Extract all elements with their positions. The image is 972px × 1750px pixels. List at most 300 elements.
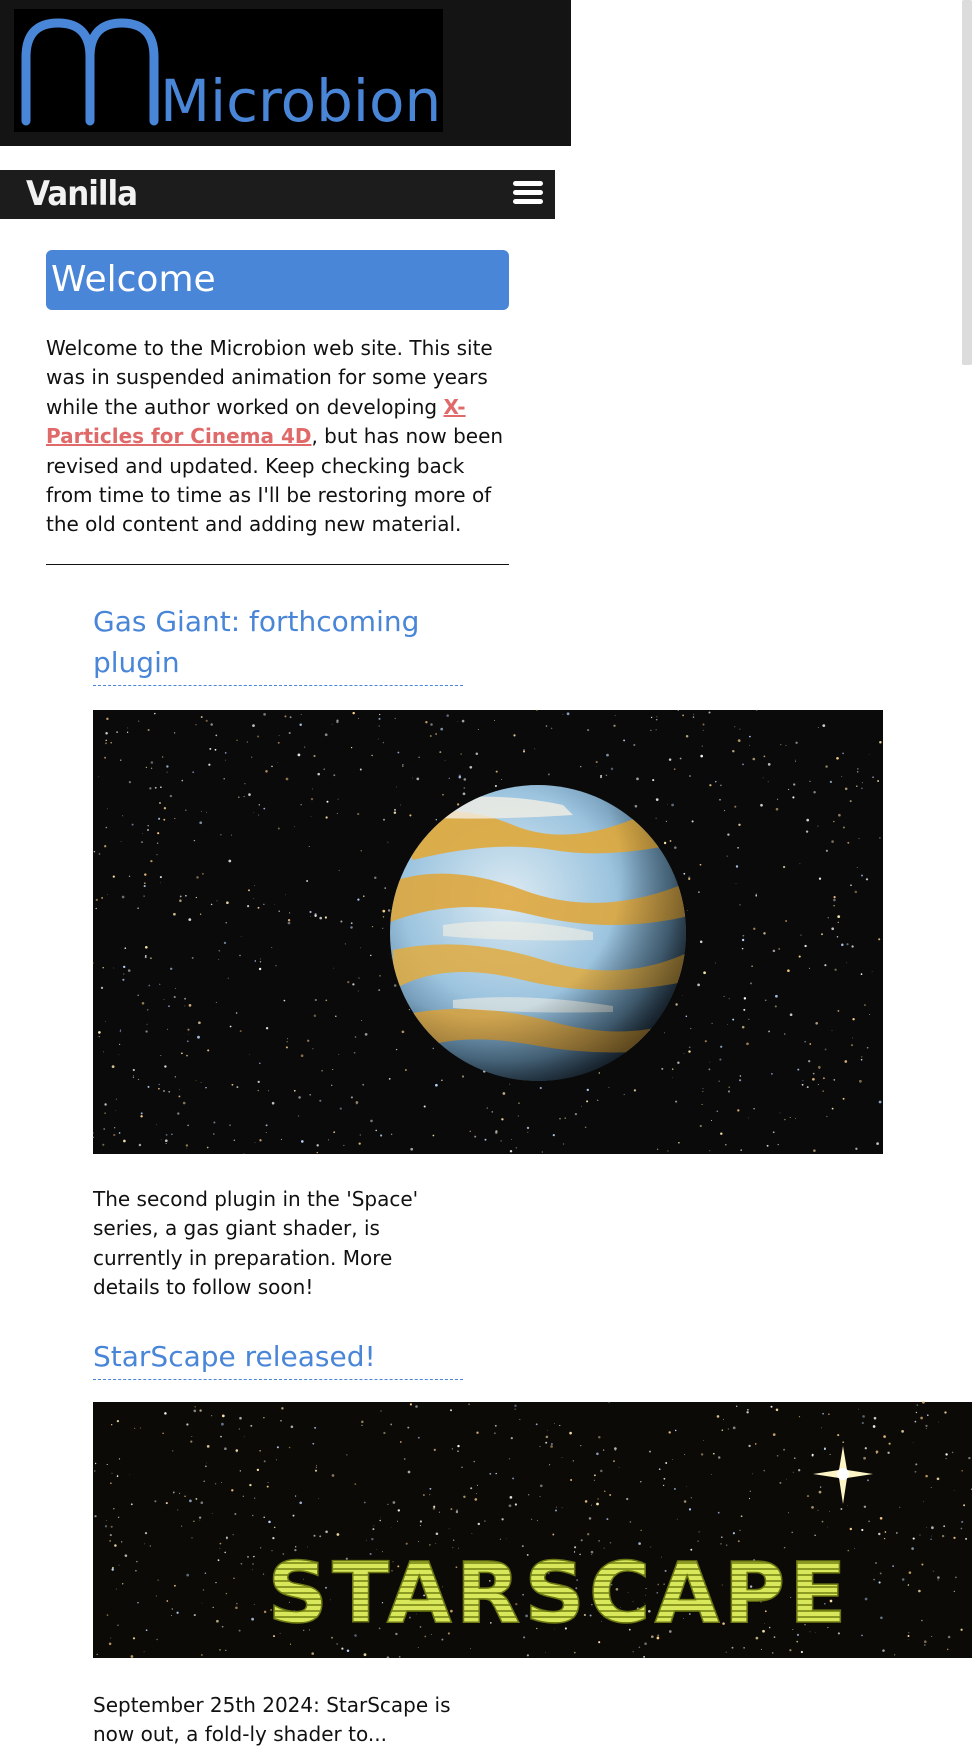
star xyxy=(809,1043,811,1045)
post-title-starscape[interactable]: StarScape released! xyxy=(93,1336,463,1380)
star xyxy=(240,1030,242,1032)
star xyxy=(213,1122,215,1124)
star xyxy=(924,1644,925,1645)
star xyxy=(383,742,384,743)
star xyxy=(258,1090,259,1091)
star xyxy=(739,1079,741,1081)
star xyxy=(186,1148,187,1149)
star xyxy=(167,1029,168,1030)
star xyxy=(737,847,739,849)
star xyxy=(184,1005,185,1006)
star xyxy=(252,724,255,727)
star xyxy=(896,1532,897,1533)
star xyxy=(371,755,372,756)
star xyxy=(633,1651,634,1652)
star xyxy=(825,1048,827,1050)
star xyxy=(225,752,227,754)
star xyxy=(708,711,710,713)
star xyxy=(915,1463,917,1465)
x-particles-link[interactable]: X-Particles for Cinema 4D xyxy=(46,394,466,449)
star xyxy=(105,1021,106,1022)
star xyxy=(314,913,316,915)
star xyxy=(711,1474,712,1475)
star xyxy=(713,1453,715,1455)
star xyxy=(92,1137,93,1138)
star xyxy=(418,1437,420,1439)
star xyxy=(125,947,127,949)
star xyxy=(187,1029,189,1031)
star xyxy=(184,1495,186,1497)
star xyxy=(738,739,741,742)
star xyxy=(338,1054,339,1055)
star xyxy=(512,1477,514,1479)
star xyxy=(689,1046,691,1048)
star xyxy=(111,1473,112,1474)
star xyxy=(476,1432,478,1434)
star xyxy=(131,1503,133,1505)
star xyxy=(636,778,639,781)
star xyxy=(613,1460,615,1462)
star xyxy=(379,975,381,977)
star xyxy=(609,1494,611,1496)
star xyxy=(174,1585,176,1587)
star xyxy=(686,735,689,738)
star xyxy=(675,1430,677,1432)
star xyxy=(837,1434,839,1436)
star xyxy=(289,732,291,734)
star xyxy=(103,967,104,968)
star xyxy=(225,922,226,923)
star xyxy=(830,1454,831,1455)
star xyxy=(496,771,498,773)
star xyxy=(189,1500,192,1503)
star xyxy=(218,959,219,960)
star xyxy=(402,1030,405,1033)
star xyxy=(938,1422,939,1423)
star xyxy=(495,1130,497,1132)
star xyxy=(192,771,194,773)
star xyxy=(719,799,721,801)
star xyxy=(223,778,224,779)
star xyxy=(133,1069,135,1071)
star xyxy=(838,922,840,924)
star xyxy=(397,1521,398,1522)
star xyxy=(364,1502,366,1504)
star xyxy=(127,732,128,733)
star xyxy=(102,1144,104,1146)
star xyxy=(388,842,389,843)
star xyxy=(570,1479,572,1481)
star xyxy=(911,1547,914,1550)
star xyxy=(720,1132,722,1134)
star xyxy=(301,714,302,715)
star xyxy=(101,987,103,989)
star xyxy=(705,1040,707,1042)
star xyxy=(284,1000,286,1002)
scrollbar-thumb[interactable] xyxy=(962,0,972,365)
star xyxy=(278,828,280,830)
star xyxy=(354,1052,356,1054)
star xyxy=(672,1077,673,1078)
site-logo[interactable] xyxy=(14,9,443,135)
star xyxy=(585,1500,588,1503)
star xyxy=(159,802,161,804)
star xyxy=(925,1425,927,1427)
star xyxy=(142,1002,145,1005)
star xyxy=(418,757,420,759)
star xyxy=(833,821,835,823)
star xyxy=(226,1537,228,1539)
star xyxy=(389,1078,391,1080)
star xyxy=(145,1030,147,1032)
star xyxy=(738,1540,740,1542)
star xyxy=(697,1540,699,1542)
star xyxy=(306,880,308,882)
star xyxy=(527,1654,529,1656)
navbar xyxy=(0,170,555,219)
star xyxy=(922,1401,925,1404)
star xyxy=(690,1028,691,1029)
star xyxy=(806,830,808,832)
star xyxy=(549,1464,550,1465)
star xyxy=(119,1565,120,1566)
star xyxy=(224,1552,226,1554)
star xyxy=(527,1132,528,1133)
star xyxy=(145,955,147,957)
star xyxy=(105,827,107,829)
star xyxy=(333,1131,335,1133)
star xyxy=(221,1482,222,1483)
star xyxy=(277,763,278,764)
star xyxy=(370,955,371,956)
star xyxy=(955,1577,957,1579)
star xyxy=(831,840,834,843)
star xyxy=(709,784,711,786)
star xyxy=(271,766,273,768)
star xyxy=(396,1049,397,1050)
star xyxy=(585,1126,587,1128)
star xyxy=(314,1427,316,1429)
star xyxy=(494,1432,496,1434)
star xyxy=(172,1608,173,1609)
star xyxy=(325,999,327,1001)
star xyxy=(551,1443,553,1445)
star xyxy=(553,1134,555,1136)
divider xyxy=(46,564,509,565)
nav-title[interactable]: Vanilla xyxy=(26,174,138,214)
star xyxy=(606,1518,608,1520)
star xyxy=(880,1517,883,1520)
star xyxy=(844,1060,847,1063)
star xyxy=(850,884,852,886)
star xyxy=(780,1113,781,1114)
star xyxy=(325,1531,328,1534)
star xyxy=(795,761,796,762)
star xyxy=(307,1040,309,1042)
star xyxy=(318,1498,319,1499)
star xyxy=(378,718,380,720)
star xyxy=(462,720,465,723)
star xyxy=(144,1544,145,1545)
star xyxy=(314,1535,316,1537)
star xyxy=(580,1445,581,1446)
star xyxy=(473,1461,474,1462)
star xyxy=(552,1534,554,1536)
star xyxy=(737,1109,739,1111)
star xyxy=(818,1066,821,1069)
star xyxy=(501,1118,503,1120)
star xyxy=(474,1136,476,1138)
star xyxy=(226,901,229,904)
star xyxy=(680,758,682,760)
star xyxy=(833,905,834,906)
star xyxy=(773,1433,776,1436)
star xyxy=(944,1411,946,1413)
star xyxy=(547,1430,548,1431)
star xyxy=(548,773,550,775)
star xyxy=(755,895,757,897)
star xyxy=(162,1433,163,1434)
post-title-gas-giant[interactable]: Gas Giant: forthcoming plugin xyxy=(93,601,463,686)
star xyxy=(140,1115,142,1117)
star xyxy=(155,787,157,789)
star xyxy=(225,1650,226,1651)
star xyxy=(457,721,458,722)
star xyxy=(149,787,151,789)
star xyxy=(336,720,338,722)
star xyxy=(923,1501,924,1502)
star xyxy=(861,1056,862,1057)
star xyxy=(830,781,832,783)
star xyxy=(371,1538,373,1540)
star xyxy=(534,748,535,749)
star xyxy=(193,1521,194,1522)
star xyxy=(314,1015,316,1017)
star xyxy=(744,997,746,999)
star xyxy=(374,877,376,879)
star xyxy=(768,1030,770,1032)
star xyxy=(239,1428,240,1429)
post-text-starscape: September 25th 2024: StarScape is now out, a fold-ly shader to... xyxy=(93,1693,451,1747)
star xyxy=(596,761,598,763)
star xyxy=(378,739,379,740)
star xyxy=(151,768,152,769)
star xyxy=(463,792,466,795)
star xyxy=(656,798,659,801)
star xyxy=(98,1031,101,1034)
star xyxy=(433,1506,435,1508)
star xyxy=(298,1116,299,1117)
star xyxy=(960,1629,962,1631)
star xyxy=(798,1469,800,1471)
star xyxy=(263,713,266,716)
star xyxy=(211,1415,212,1416)
star xyxy=(841,776,842,777)
star xyxy=(555,1510,557,1512)
star xyxy=(931,1536,932,1537)
site-header xyxy=(0,0,571,146)
star xyxy=(160,1055,161,1056)
star xyxy=(801,935,802,936)
star xyxy=(832,1108,834,1110)
star xyxy=(540,1484,543,1487)
star xyxy=(113,968,114,969)
star xyxy=(802,1080,803,1081)
star xyxy=(491,1111,493,1113)
star xyxy=(139,1144,142,1147)
star xyxy=(953,1537,955,1539)
star xyxy=(626,1498,628,1500)
star xyxy=(251,1618,254,1621)
star xyxy=(141,1112,143,1114)
star xyxy=(527,1127,529,1129)
hamburger-menu-icon[interactable] xyxy=(511,178,545,208)
star xyxy=(156,1124,157,1125)
star xyxy=(930,1539,932,1541)
star xyxy=(697,984,700,987)
star xyxy=(258,815,259,816)
star xyxy=(819,1068,820,1069)
star xyxy=(325,916,327,918)
welcome-text-start: Welcome to the Microbion web site. This site was in suspended animation for some years while the author worked on developing xyxy=(46,336,493,419)
star xyxy=(229,1124,231,1126)
star xyxy=(129,876,130,877)
star xyxy=(212,1607,213,1608)
star xyxy=(823,1077,825,1079)
star xyxy=(146,767,147,768)
star xyxy=(682,995,683,996)
star xyxy=(743,1647,744,1648)
star xyxy=(199,1516,201,1518)
star xyxy=(147,1009,148,1010)
star xyxy=(872,971,873,972)
star xyxy=(420,1520,422,1522)
star xyxy=(495,1425,497,1427)
star xyxy=(175,1076,176,1077)
star xyxy=(410,1148,413,1151)
star xyxy=(587,1533,589,1535)
star xyxy=(528,1494,529,1495)
star xyxy=(760,804,763,807)
star xyxy=(235,1606,238,1609)
star xyxy=(99,1036,100,1037)
star xyxy=(918,1590,921,1593)
star xyxy=(252,1569,253,1570)
star xyxy=(869,755,870,756)
star xyxy=(113,1508,115,1510)
star xyxy=(698,891,700,893)
star xyxy=(563,1144,564,1145)
star xyxy=(94,1470,95,1471)
star xyxy=(195,1498,197,1500)
star xyxy=(718,1512,720,1514)
star xyxy=(268,1482,269,1483)
star xyxy=(279,735,280,736)
star xyxy=(416,778,419,781)
star xyxy=(193,1410,196,1413)
star xyxy=(937,1477,940,1480)
star xyxy=(164,1412,167,1415)
star xyxy=(649,1451,651,1453)
star xyxy=(476,753,479,756)
star xyxy=(861,788,863,790)
star xyxy=(436,819,437,820)
star xyxy=(206,720,208,722)
star xyxy=(106,1520,107,1521)
star xyxy=(687,910,688,911)
star xyxy=(125,1554,128,1557)
star xyxy=(804,1041,806,1043)
star xyxy=(158,1580,159,1581)
star xyxy=(947,1649,949,1651)
star xyxy=(259,1063,261,1065)
star xyxy=(328,1139,329,1140)
star xyxy=(551,728,552,729)
star xyxy=(289,1447,291,1449)
star xyxy=(332,1069,333,1070)
star xyxy=(285,894,286,895)
star xyxy=(260,1547,261,1548)
star xyxy=(312,1443,314,1445)
star xyxy=(847,1505,848,1506)
star xyxy=(487,1107,488,1108)
star xyxy=(540,1496,541,1497)
star xyxy=(556,1507,557,1508)
star xyxy=(468,1403,470,1405)
star xyxy=(633,744,635,746)
star xyxy=(265,770,268,773)
star xyxy=(824,1448,826,1450)
star xyxy=(746,1411,748,1413)
star xyxy=(179,1493,180,1494)
star xyxy=(876,1142,879,1145)
star xyxy=(489,1473,491,1475)
star xyxy=(693,714,694,715)
star xyxy=(363,895,364,896)
star xyxy=(721,1536,723,1538)
star xyxy=(180,895,182,897)
star xyxy=(596,766,597,767)
star xyxy=(340,1107,342,1109)
star xyxy=(240,1470,241,1471)
star xyxy=(222,1626,224,1628)
menu-bar xyxy=(513,181,543,186)
star xyxy=(199,821,202,824)
star xyxy=(672,1459,673,1460)
star xyxy=(739,1530,740,1531)
star xyxy=(107,1614,109,1616)
star xyxy=(189,1004,192,1007)
star xyxy=(166,765,168,767)
star xyxy=(177,1509,178,1510)
star xyxy=(202,873,204,875)
star xyxy=(581,1106,582,1107)
star xyxy=(793,783,795,785)
star xyxy=(677,1519,678,1520)
star xyxy=(133,1637,135,1639)
star xyxy=(299,723,301,725)
star xyxy=(463,778,466,781)
star xyxy=(107,1464,108,1465)
star xyxy=(201,811,202,812)
star xyxy=(872,776,874,778)
star xyxy=(702,1091,703,1092)
star xyxy=(400,1441,402,1443)
star xyxy=(945,1453,947,1455)
star xyxy=(241,1563,243,1565)
star xyxy=(931,1487,932,1488)
star xyxy=(664,1033,665,1034)
